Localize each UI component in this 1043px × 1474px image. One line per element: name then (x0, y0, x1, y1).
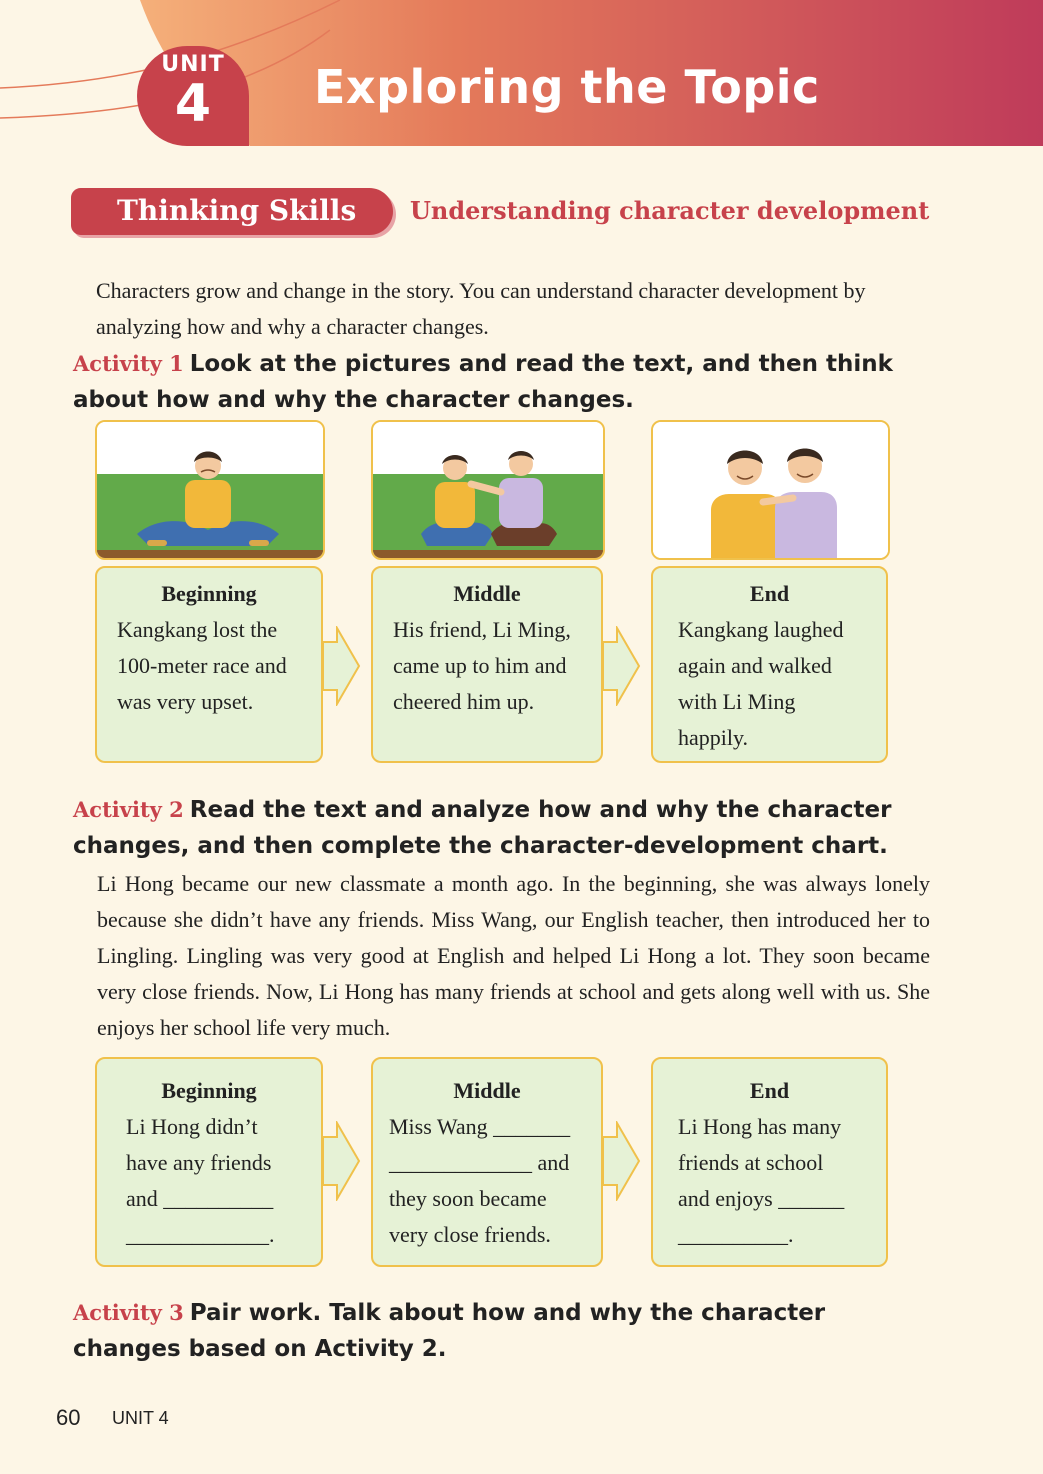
intro-paragraph: Characters grow and change in the story. You can understand character development by analyzing how and why a character changes. (96, 278, 866, 339)
card-title: End (749, 581, 790, 606)
activity-2-heading (73, 792, 973, 864)
activity-1-label: Activity 1 (73, 351, 184, 376)
card-title: Middle (453, 581, 521, 606)
sad-boy-illustration (97, 422, 323, 558)
arrow-right-icon (321, 1121, 361, 1201)
unit-number: 4 (174, 74, 212, 134)
activity-1-instruction: Look at the pictures and read the text, and then think about how and why the character changes. (73, 351, 893, 413)
card-title: End (749, 1078, 790, 1103)
page-number: 60 (56, 1405, 81, 1430)
card-text: Kangkang lost the 100-meter race and was very upset. (117, 617, 287, 714)
arrow-right-icon (601, 626, 641, 706)
page-title: Exploring the Topic (314, 60, 820, 114)
card-text-with-blanks[interactable]: Li Hong has many friends at school and enjoys ______ __________. (678, 1114, 845, 1247)
picture-beginning (95, 420, 325, 560)
card-title: Beginning (161, 1078, 257, 1103)
activity-1-card-end (651, 566, 888, 763)
card-text: His friend, Li Ming, came up to him and cheered him up. (393, 617, 571, 714)
happy-friends-illustration (653, 422, 888, 558)
unit-badge (137, 46, 249, 146)
picture-end (651, 420, 890, 560)
card-title: Middle (453, 1078, 521, 1103)
activity-2-card-beginning (95, 1057, 323, 1267)
picture-middle (371, 420, 605, 560)
activity-1-heading (73, 346, 973, 418)
arrow-right-icon (321, 626, 361, 706)
activity-2-label: Activity 2 (73, 797, 184, 822)
activity-1-card-middle (371, 566, 603, 763)
footer-unit-label: UNIT 4 (112, 1408, 169, 1428)
activity-2-card-end (651, 1057, 888, 1267)
card-title: Beginning (161, 581, 257, 606)
card-text-with-blanks[interactable]: Li Hong didn’t have any friends and __________ _____________. (126, 1114, 275, 1247)
unit-header-banner (0, 0, 1043, 150)
unit-word: UNIT (161, 52, 225, 77)
skills-subtitle: Understanding character development (410, 196, 930, 225)
arrow-right-icon (601, 1121, 641, 1201)
activity-3-instruction: Pair work. Talk about how and why the character changes based on Activity 2. (73, 1300, 826, 1362)
activity-3-label: Activity 3 (73, 1300, 184, 1325)
thinking-skills-tag (71, 188, 393, 235)
friend-cheering-illustration (373, 422, 603, 558)
story-paragraph: Li Hong became our new classmate a month ago. In the beginning, she was always lonely because she didn’t have any friends. Miss Wang, our English teacher, then introduced her to Lingling. Lingling was very good at English and helped Li Hong a lot. They soon became very close friends. Now, Li Hong has many friends at school and gets along well with us. She enjoys her school life very much. (97, 871, 930, 1040)
activity-2-instruction: Read the text and analyze how and why the character changes, and then complete the character-development chart. (73, 797, 892, 859)
card-text: Kangkang laughed again and walked with Li Ming happily. (678, 617, 844, 750)
activity-2-card-middle (371, 1057, 603, 1267)
activity-1-card-beginning (95, 566, 323, 763)
activity-3-heading (73, 1295, 933, 1367)
thinking-skills-label: Thinking Skills (117, 194, 357, 227)
card-text-with-blanks[interactable]: Miss Wang _______ _____________ and they soon became very close friends. (389, 1114, 571, 1247)
